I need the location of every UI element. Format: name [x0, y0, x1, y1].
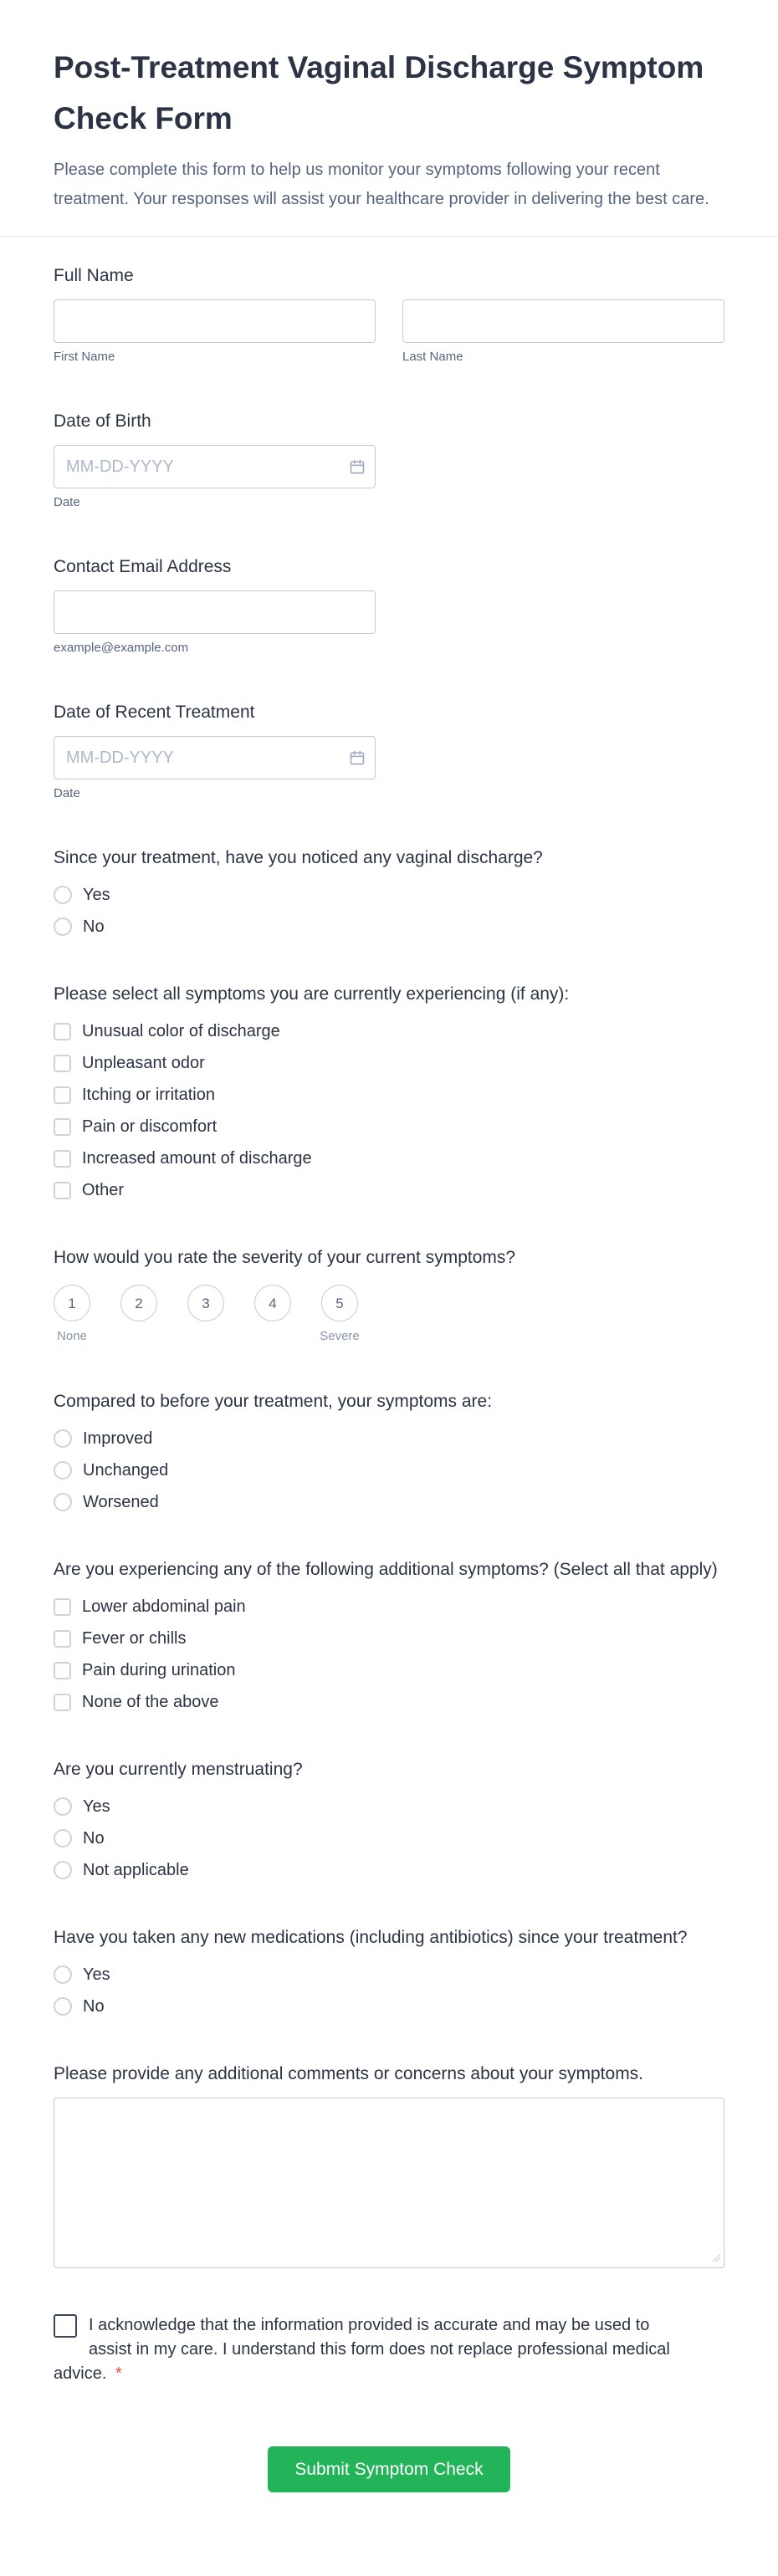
checkbox-option-increased-amount[interactable]: [54, 1148, 724, 1168]
checkbox-box[interactable]: [54, 1630, 71, 1648]
option-label: Unusual color of discharge: [82, 1022, 280, 1040]
scale-col-3: [187, 1285, 224, 1344]
option-label: No: [83, 917, 105, 936]
option-label: Yes: [83, 1797, 110, 1816]
option-label: Pain during urination: [82, 1661, 236, 1679]
checkbox-box[interactable]: [54, 1662, 71, 1679]
radio-circle[interactable]: [54, 886, 72, 904]
radio-option-yes[interactable]: [54, 1797, 724, 1817]
scale-option-1[interactable]: 1: [54, 1285, 90, 1321]
question-treatment-date: [54, 700, 724, 800]
option-label: Itching or irritation: [82, 1086, 215, 1104]
question-acknowledgment: [54, 2313, 724, 2386]
comparison-label: Compared to before your treatment, your symptoms are:: [54, 1392, 493, 1411]
checkbox-option-none[interactable]: [54, 1692, 724, 1712]
option-label: Yes: [83, 1965, 110, 1984]
scale-option-5[interactable]: 5: [321, 1285, 358, 1321]
form-body: [0, 237, 778, 2576]
option-label: None of the above: [82, 1693, 219, 1711]
name-row: [54, 299, 724, 364]
scale-option-4[interactable]: 4: [254, 1285, 291, 1321]
option-label: Pain or discomfort: [82, 1117, 218, 1136]
radio-option-improved[interactable]: [54, 1429, 724, 1449]
checkbox-option-itching[interactable]: [54, 1085, 724, 1105]
checkbox-option-abdominal-pain[interactable]: [54, 1597, 724, 1617]
question-new-medications: [54, 1925, 724, 2016]
discharge-label: Since your treatment, have you noticed any vaginal discharge?: [54, 848, 543, 867]
checkbox-option-other[interactable]: [54, 1180, 724, 1200]
comments-textarea-wrap: [54, 2098, 724, 2268]
scale-option-2[interactable]: 2: [120, 1285, 157, 1321]
checkbox-option-unusual-color[interactable]: [54, 1021, 724, 1041]
radio-circle[interactable]: [54, 1493, 72, 1511]
radio-circle[interactable]: [54, 917, 72, 936]
radio-option-not-applicable[interactable]: [54, 1860, 724, 1880]
last-name-sublabel: Last Name: [402, 350, 463, 364]
acknowledgment-text: I acknowledge that the information provided is accurate and may be used to assist in my care. I understand this form does not replace professional medical advice.: [54, 2316, 670, 2383]
calendar-icon[interactable]: [349, 458, 366, 475]
checkbox-option-urination-pain[interactable]: [54, 1660, 724, 1680]
option-label: Worsened: [83, 1493, 159, 1511]
scale-min-label: None: [57, 1329, 87, 1343]
question-comments: [54, 2062, 724, 2268]
last-name-input[interactable]: [402, 299, 724, 343]
scale-col-4: [254, 1285, 291, 1344]
first-name-input[interactable]: [54, 299, 376, 343]
dob-sublabel: Date: [54, 495, 80, 509]
question-email: [54, 555, 724, 655]
option-label: Lower abdominal pain: [82, 1597, 246, 1616]
form-subtitle: Please complete this form to help us monitor your symptoms following your recent treatment. Your responses will assist your healthcare provider in delivering the best care.: [54, 161, 709, 208]
full-name-label: Full Name: [54, 266, 134, 285]
checkbox-box[interactable]: [54, 1023, 71, 1040]
email-sublabel: example@example.com: [54, 641, 189, 655]
checkbox-option-fever[interactable]: [54, 1628, 724, 1648]
checkbox-option-odor[interactable]: [54, 1053, 724, 1073]
scale-col-5: [321, 1285, 358, 1344]
treatment-date-input[interactable]: [54, 736, 376, 779]
checkbox-box[interactable]: [54, 1055, 71, 1072]
acknowledgment-checkbox[interactable]: [54, 2314, 77, 2338]
resize-handle-icon[interactable]: [711, 2252, 721, 2262]
form-title: Post-Treatment Vaginal Discharge Symptom Check Form: [54, 50, 704, 135]
question-date-of-birth: [54, 409, 724, 509]
checkbox-option-pain[interactable]: [54, 1117, 724, 1137]
option-label: Unchanged: [83, 1461, 169, 1480]
radio-option-no[interactable]: [54, 917, 724, 937]
radio-circle[interactable]: [54, 1829, 72, 1848]
question-current-symptoms: [54, 982, 724, 1200]
dob-input-wrap: [54, 445, 376, 488]
acknowledgment-row[interactable]: [54, 2313, 673, 2386]
option-label: No: [83, 1829, 105, 1848]
option-label: No: [83, 1997, 105, 2016]
checkbox-box[interactable]: [54, 1086, 71, 1104]
radio-circle[interactable]: [54, 1861, 72, 1879]
comments-label: Please provide any additional comments or concerns about your symptoms.: [54, 2064, 644, 2083]
checkbox-box[interactable]: [54, 1150, 71, 1168]
option-label: Increased amount of discharge: [82, 1149, 312, 1168]
symptoms-label: Please select all symptoms you are currently experiencing (if any):: [54, 984, 570, 1004]
radio-circle[interactable]: [54, 1997, 72, 2016]
dob-label: Date of Birth: [54, 411, 151, 431]
calendar-icon[interactable]: [349, 749, 366, 766]
option-label: Other: [82, 1181, 125, 1199]
comments-textarea[interactable]: [54, 2098, 724, 2268]
radio-circle[interactable]: [54, 1797, 72, 1816]
radio-option-no[interactable]: [54, 1828, 724, 1848]
email-label: Contact Email Address: [54, 557, 232, 576]
checkbox-box[interactable]: [54, 1694, 71, 1711]
submit-row: [54, 2446, 724, 2576]
scale-option-3[interactable]: 3: [187, 1285, 224, 1321]
radio-option-no[interactable]: [54, 1996, 724, 2016]
option-label: Unpleasant odor: [82, 1054, 205, 1072]
menstruating-label: Are you currently menstruating?: [54, 1760, 303, 1779]
form-header: [0, 0, 778, 214]
dob-input[interactable]: [54, 445, 376, 488]
last-name-group: [402, 299, 724, 364]
radio-option-yes[interactable]: [54, 1965, 724, 1985]
radio-circle[interactable]: [54, 1461, 72, 1480]
treatment-date-label: Date of Recent Treatment: [54, 703, 255, 722]
question-additional-symptoms: [54, 1557, 724, 1712]
question-menstruating: [54, 1757, 724, 1880]
submit-button[interactable]: Submit Symptom Check: [268, 2446, 509, 2492]
first-name-group: [54, 299, 376, 364]
additional-symptoms-label: Are you experiencing any of the following additional symptoms? (Select all that apply): [54, 1560, 718, 1579]
checkbox-box[interactable]: [54, 1118, 71, 1136]
radio-option-unchanged[interactable]: [54, 1460, 724, 1480]
scale-col-2: [120, 1285, 157, 1344]
treatment-date-sublabel: Date: [54, 786, 80, 800]
severity-scale: [54, 1285, 724, 1344]
checkbox-box[interactable]: [54, 1182, 71, 1199]
medications-label: Have you taken any new medications (including antibiotics) since your treatment?: [54, 1928, 688, 1947]
question-full-name: [54, 263, 724, 364]
checkbox-box[interactable]: [54, 1598, 71, 1616]
option-label: Yes: [83, 886, 110, 904]
option-label: Fever or chills: [82, 1629, 187, 1648]
severity-label: How would you rate the severity of your current symptoms?: [54, 1248, 516, 1267]
option-label: Not applicable: [83, 1861, 189, 1879]
scale-max-label: Severe: [320, 1329, 360, 1343]
email-input[interactable]: [54, 590, 376, 634]
question-comparison: [54, 1389, 724, 1512]
radio-option-yes[interactable]: [54, 885, 724, 905]
treatment-date-input-wrap: [54, 736, 376, 779]
scale-col-1: [54, 1285, 90, 1344]
required-asterisk: *: [115, 2364, 122, 2383]
first-name-sublabel: First Name: [54, 350, 115, 364]
option-label: Improved: [83, 1429, 153, 1448]
radio-circle[interactable]: [54, 1429, 72, 1448]
radio-circle[interactable]: [54, 1965, 72, 1984]
question-severity-scale: [54, 1245, 724, 1344]
question-discharge-noticed: [54, 846, 724, 937]
radio-option-worsened[interactable]: [54, 1492, 724, 1512]
